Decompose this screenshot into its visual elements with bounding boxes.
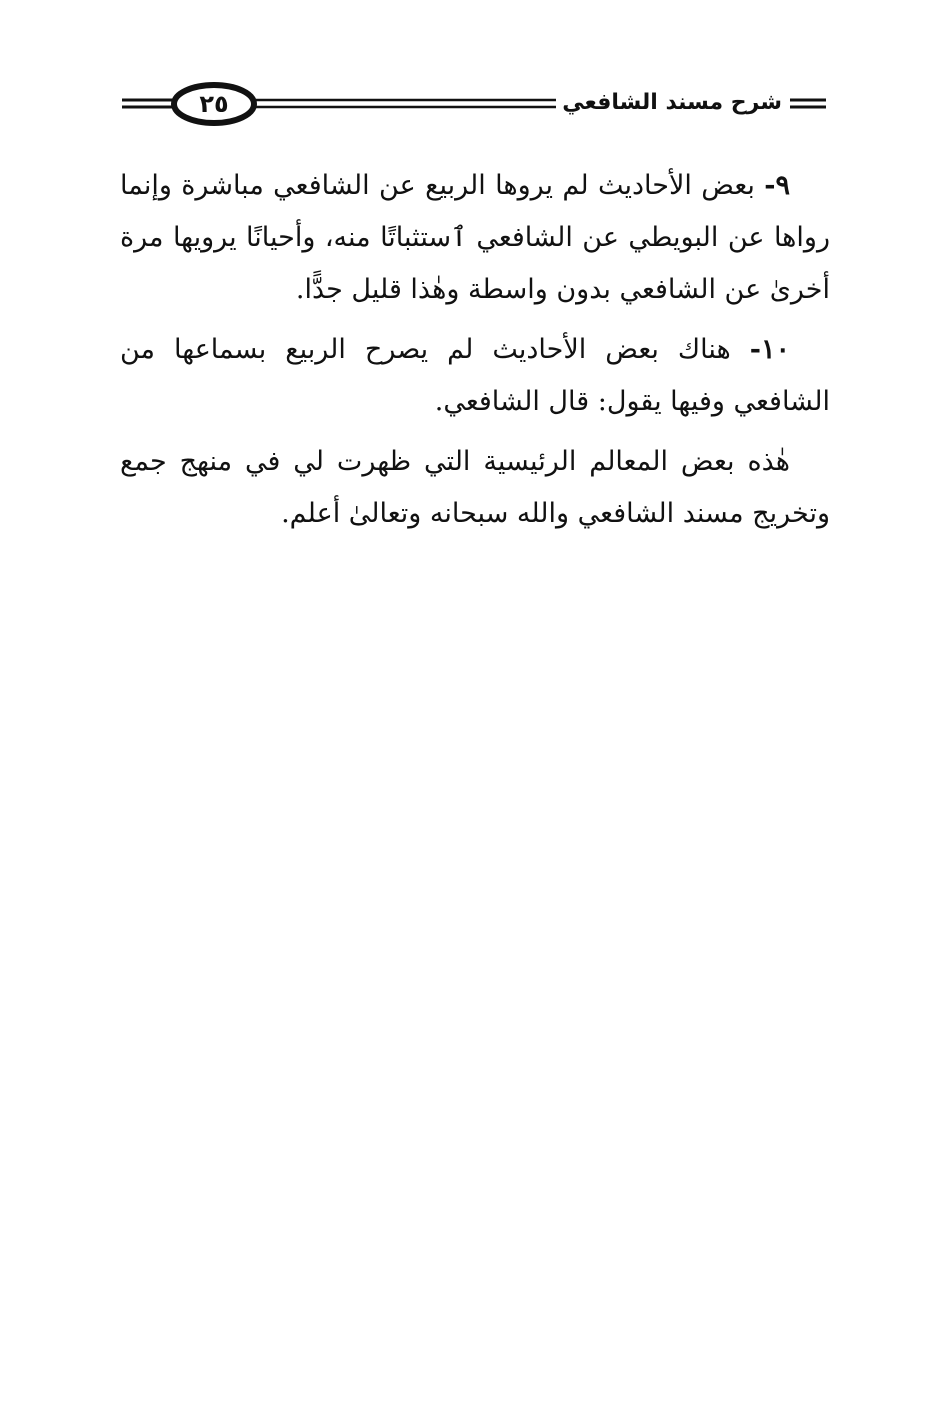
body-text xyxy=(120,160,830,548)
paragraph-text: هٰذه بعض المعالم الرئيسية التي ظهرت لي في منهج جمع وتخريج مسند الشافعي والله سبحانه وتعالىٰ أعلم. xyxy=(120,446,830,529)
paragraph-10 xyxy=(120,324,830,428)
paragraph-text: بعض الأحاديث لم يروها الربيع عن الشافعي مباشرة وإنما رواها عن البويطي عن الشافعي ٱستثباتًا منه، وأحيانًا يرويها مرة أخرىٰ عن الشافعي بدون واسطة وهٰذا قليل جدًّا. xyxy=(120,170,830,305)
paragraph-text: هناك بعض الأحاديث لم يصرح الربيع بسماعها من الشافعي وفيها يقول: قال الشافعي. xyxy=(120,334,830,417)
item-number: ١٠- xyxy=(749,334,790,365)
page-number: ٢٥ xyxy=(199,90,229,118)
running-header xyxy=(122,80,826,130)
header-title: شرح مسند الشافعي xyxy=(556,88,788,118)
closing-paragraph xyxy=(120,436,830,540)
paragraph-9 xyxy=(120,160,830,316)
item-number: ٩- xyxy=(764,170,791,201)
